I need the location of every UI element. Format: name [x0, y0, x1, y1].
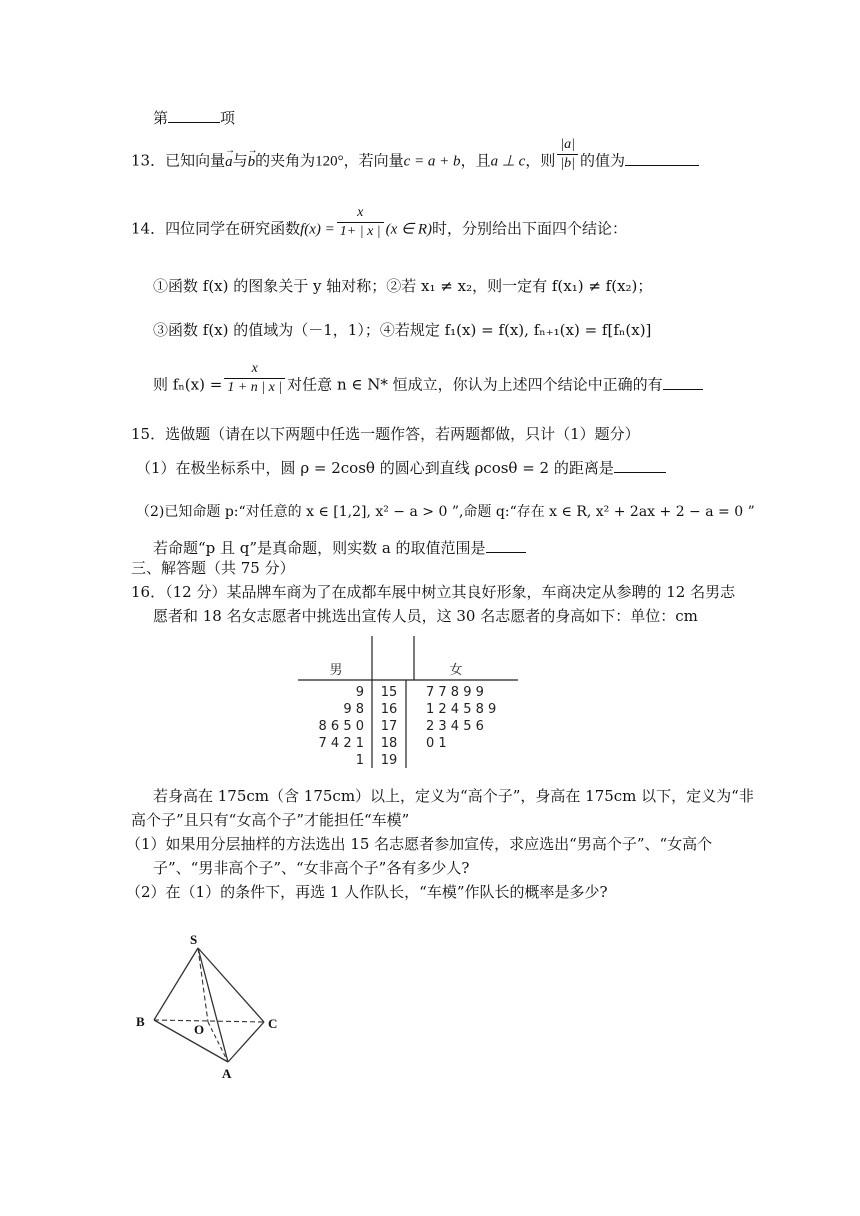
stem-leaf-plot — [296, 634, 526, 768]
label-O: O — [194, 1022, 205, 1037]
q13-text: 的值为 — [580, 151, 626, 170]
q14-domain: (x ∈ R) — [385, 221, 433, 238]
question-14 — [131, 205, 628, 241]
q16-sub-1a: （1）如果用分层抽样的方法选出 15 名志愿者参加宣传，求应选出“男高个子”、“女高个 — [126, 835, 713, 853]
q15-text: 若命题“p 且 q”是真命题，则实数 a 的取值范围是 — [153, 539, 486, 557]
q13-perp: a ⊥ c — [490, 153, 526, 170]
q13-fraction — [557, 136, 578, 173]
q16-line-2: 愿者和 18 名女志愿者中挑选出宣传人员，这 30 名志愿者的身高如下：单位：cm — [153, 607, 698, 625]
q14-text: 对任意 n ∈ N* 恒成立，你认为上述四个结论中正确的有 — [287, 375, 663, 394]
leaf-male: 9 — [355, 685, 364, 700]
edge-CA — [228, 1022, 264, 1062]
answer-blank — [168, 108, 220, 123]
q13-text: 的夹角为 — [255, 151, 316, 170]
header-female: 女 — [449, 663, 463, 678]
leaf-female: 0 1 — [426, 736, 447, 751]
label-S: S — [190, 932, 198, 947]
q15-part-2b — [153, 538, 526, 558]
stem-leaf-svg — [296, 634, 526, 768]
label-B: B — [136, 1014, 145, 1029]
edge-BC-hidden — [154, 1020, 264, 1022]
q13-angle: 120° — [315, 153, 344, 170]
stem-value: 19 — [380, 753, 398, 768]
q16-definition-2: 高个子”且只有“女高个子”才能担任“车模” — [131, 811, 410, 829]
answer-blank — [486, 538, 526, 553]
leaf-male: 9 8 — [343, 702, 364, 717]
leaf-female: 2 3 4 5 6 — [426, 719, 484, 734]
stem-value: 15 — [380, 685, 398, 700]
q12-prefix: 第 — [153, 109, 169, 127]
leaf-male: 1 — [355, 753, 364, 768]
leaf-female: 7 7 8 9 9 — [426, 685, 484, 700]
vector-a: → a — [225, 152, 233, 172]
label-C: C — [268, 1016, 278, 1031]
q14-conclusion-1-2: ①函数 f(x) 的图象关于 y 轴对称；②若 x₁ ≠ x₂，则一定有 f(x₁) ≠ f(x₂)； — [153, 277, 653, 295]
q13-text: 与 — [232, 151, 248, 170]
pyramid-figure — [126, 930, 296, 1084]
stem-value: 18 — [380, 736, 398, 751]
q14-text: 则 fₙ(x) = — [153, 375, 223, 394]
fraction-numerator: |a| — [557, 136, 578, 155]
q13-text: ，且 — [460, 151, 491, 170]
q13-text: ，若向量 — [343, 151, 404, 170]
q16-definition-1: 若身高在 175cm（含 175cm）以上，定义为“高个子”，身高在 175cm 以下，定义为“非 — [153, 787, 754, 805]
q13-equation: c = a + b — [403, 153, 461, 170]
q15-part-1 — [136, 458, 666, 478]
q14-number: 14． — [131, 219, 166, 238]
edge-SB — [154, 948, 198, 1020]
q14-text: 四位同学在研究函数 — [165, 219, 301, 238]
pyramid-svg — [126, 930, 296, 1080]
header-male: 男 — [329, 663, 343, 678]
q16-sub-2: （2）在（1）的条件下，再选 1 人作队长，“车模”作队长的概率是多少? — [126, 883, 608, 901]
q16-line-1: 16．（12 分）某品牌车商为了在成都车展中树立其良好形象，车商决定从参聘的 12 名男志 — [131, 583, 736, 601]
stem-value: 16 — [380, 702, 398, 717]
q13-number: 13． — [131, 151, 166, 170]
fraction-denominator: 1+ | x | — [339, 224, 381, 239]
fraction-numerator: x — [224, 360, 285, 379]
fraction-denominator: |b| — [560, 156, 576, 171]
fraction-denominator: 1 + n | x | — [227, 380, 283, 395]
section-heading: 三、解答题（共 75 分） — [131, 559, 295, 577]
answer-blank — [625, 151, 699, 166]
q15-title: 15．选做题（请在以下两题中任选一题作答，若两题都做，只计（1）题分） — [131, 425, 640, 443]
q14-function: f(x) = — [300, 221, 335, 238]
answer-blank — [663, 375, 703, 390]
q15-text: （1）在极坐标系中，圆 ρ = 2cosθ 的圆心到直线 ρcosθ = 2 的距离是 — [136, 459, 614, 477]
q12-tail — [153, 108, 235, 128]
answer-blank — [614, 458, 666, 473]
leaf-male: 8 6 5 0 — [318, 719, 364, 734]
label-A: A — [222, 1066, 232, 1080]
edge-BA — [154, 1020, 228, 1062]
q14-conclusion-4b — [153, 361, 703, 397]
q14-fraction — [337, 204, 384, 241]
vector-b: → b — [248, 152, 256, 172]
edge-SO-hidden — [198, 948, 208, 1022]
q15-part-2: （2)已知命题 p:“对任意的 x ∈ [1,2], x² − a > 0 ”,命题 q:“存在 x ∈ R, x² + 2ax + 2 − a = 0 ” — [136, 504, 755, 520]
q13-text: ，则 — [525, 151, 556, 170]
q14-conclusion-3-4: ③函数 f(x) 的值域为（－1，1）；④若规定 f₁(x) = f(x), fₙ₊₁(x) = f[fₙ(x)] — [153, 321, 652, 339]
q13-text: 已知向量 — [165, 151, 226, 170]
stem-value: 17 — [380, 719, 398, 734]
q14-text: 时，分别给出下面四个结论： — [432, 219, 628, 238]
q16-sub-1b: 子”、“男非高个子”、“女非高个子”各有多少人? — [153, 859, 470, 877]
leaf-male: 7 4 2 1 — [318, 736, 364, 751]
q12-suffix: 项 — [220, 109, 236, 127]
question-13 — [131, 137, 699, 173]
q14-fraction-2 — [224, 360, 285, 397]
fraction-numerator: x — [337, 204, 384, 223]
leaf-female: 1 2 4 5 8 9 — [426, 702, 497, 717]
